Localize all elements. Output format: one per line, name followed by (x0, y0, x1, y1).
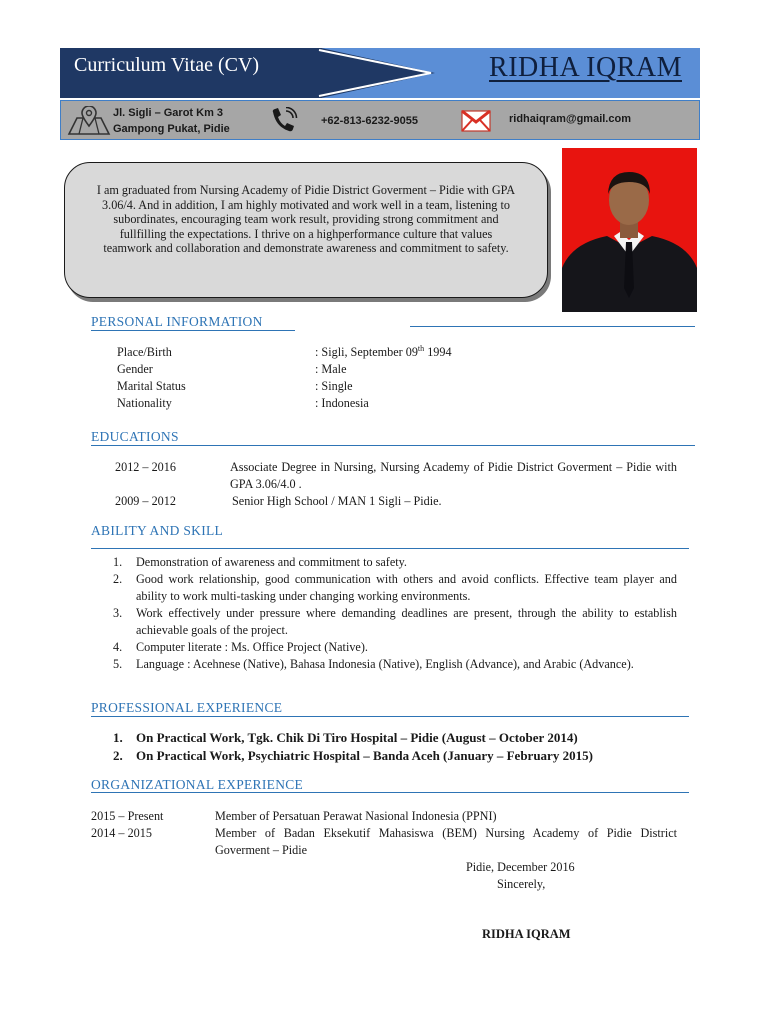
professional-item: On Practical Work, Psychiatric Hospital – Banda Aceh (January – February 2015) (136, 748, 593, 763)
closing-salutation: Sincerely, (497, 877, 546, 891)
personal-value: : Single (315, 379, 353, 393)
professional-item: On Practical Work, Tgk. Chik Di Tiro Hospital – Pidie (August – October 2014) (136, 730, 578, 745)
education-years: 2012 – 2016 (115, 460, 176, 474)
map-icon (67, 106, 111, 136)
section-rule (91, 716, 689, 717)
education-text: Associate Degree in Nursing, Nursing Academy of Pidie District Goverment – Pidie with GPA 3.06/4.0 . (230, 460, 677, 491)
section-rule (91, 548, 689, 549)
profile-photo (562, 148, 697, 312)
org-text: Member of Persatuan Perawat Nasional Indonesia (PPNI) (215, 809, 497, 823)
education-years: 2009 – 2012 (115, 494, 176, 508)
section-title-professional: PROFESSIONAL EXPERIENCE (91, 700, 283, 715)
skill-text: Language : Acehnese (Native), Bahasa Indonesia (Native), English (Advance), and Arabic (Advance). (136, 657, 634, 671)
contact-band (60, 100, 700, 140)
skill-number: 2. (113, 572, 123, 586)
skill-text: Computer literate : Ms. Office Project (Native). (136, 640, 368, 654)
professional-number: 1. (113, 730, 123, 745)
org-years: 2014 – 2015 (91, 826, 152, 840)
skill-number: 4. (113, 640, 123, 654)
personal-label: Place/Birth (117, 345, 172, 359)
section-title-personal: PERSONAL INFORMATION (91, 314, 263, 329)
personal-value: : Sigli, September 09th 1994 (315, 343, 452, 359)
education-text: Senior High School / MAN 1 Sigli – Pidie. (232, 494, 442, 508)
address-line-1: Jl. Sigli – Garot Km 3 (113, 107, 224, 119)
header-arrow-shape (315, 48, 435, 98)
phone-number[interactable]: +62-813-6232-9055 (321, 115, 418, 127)
section-rule (410, 326, 695, 327)
skill-text: Demonstration of awareness and commitment to safety. (136, 555, 407, 569)
header-band (60, 48, 700, 98)
skill-number: 3. (113, 606, 123, 620)
phone-icon (269, 107, 301, 135)
skill-number: 1. (113, 555, 123, 569)
skill-text: Good work relationship, good communication with others and avoid conflicts. Effective team player and ability to work multi-tasking under changing working environments. (136, 572, 677, 603)
closing-place-date: Pidie, December 2016 (466, 860, 575, 874)
person-portrait-icon (562, 148, 697, 312)
cv-title: Curriculum Vitae (CV) (74, 54, 260, 76)
personal-value: : Indonesia (315, 396, 369, 410)
skill-text: Work effectively under pressure where demanding deadlines are present, through the ability to establish achievable goals of the project. (136, 606, 677, 637)
skill-number: 5. (113, 657, 123, 671)
address-line-2: Gampong Pukat, Pidie (113, 123, 230, 135)
org-years: 2015 – Present (91, 809, 164, 823)
summary-box: I am graduated from Nursing Academy of Pidie District Goverment – Pidie with GPA 3.06/4. And in addition, I am highly motivated and work well in a team, listening to subordinates, encouraging team work result, providing strong commitment and fullfilling the expectations. I thrive on a highperformance culture that values teamwork and collaboration and demonstrate awareness and commitment to safety. (64, 162, 548, 298)
professional-number: 2. (113, 748, 123, 763)
personal-label: Gender (117, 362, 153, 376)
mail-icon (461, 110, 491, 132)
personal-label: Marital Status (117, 379, 186, 393)
email-address[interactable]: ridhaiqram@gmail.com (509, 113, 631, 125)
section-title-skills: ABILITY AND SKILL (91, 523, 224, 538)
personal-value: : Male (315, 362, 347, 376)
signature-name: RIDHA IQRAM (482, 927, 571, 941)
section-title-organizational: ORGANIZATIONAL EXPERIENCE (91, 777, 304, 792)
section-rule (91, 792, 689, 793)
org-text: Member of Badan Eksekutif Mahasiswa (BEM) Nursing Academy of Pidie District Goverment – Pidie (215, 826, 677, 857)
section-title-education: EDUCATIONS (91, 429, 179, 444)
section-rule (91, 445, 695, 446)
name-title: RIDHA IQRAM (489, 52, 682, 83)
section-rule (91, 330, 295, 331)
personal-label: Nationality (117, 396, 172, 410)
